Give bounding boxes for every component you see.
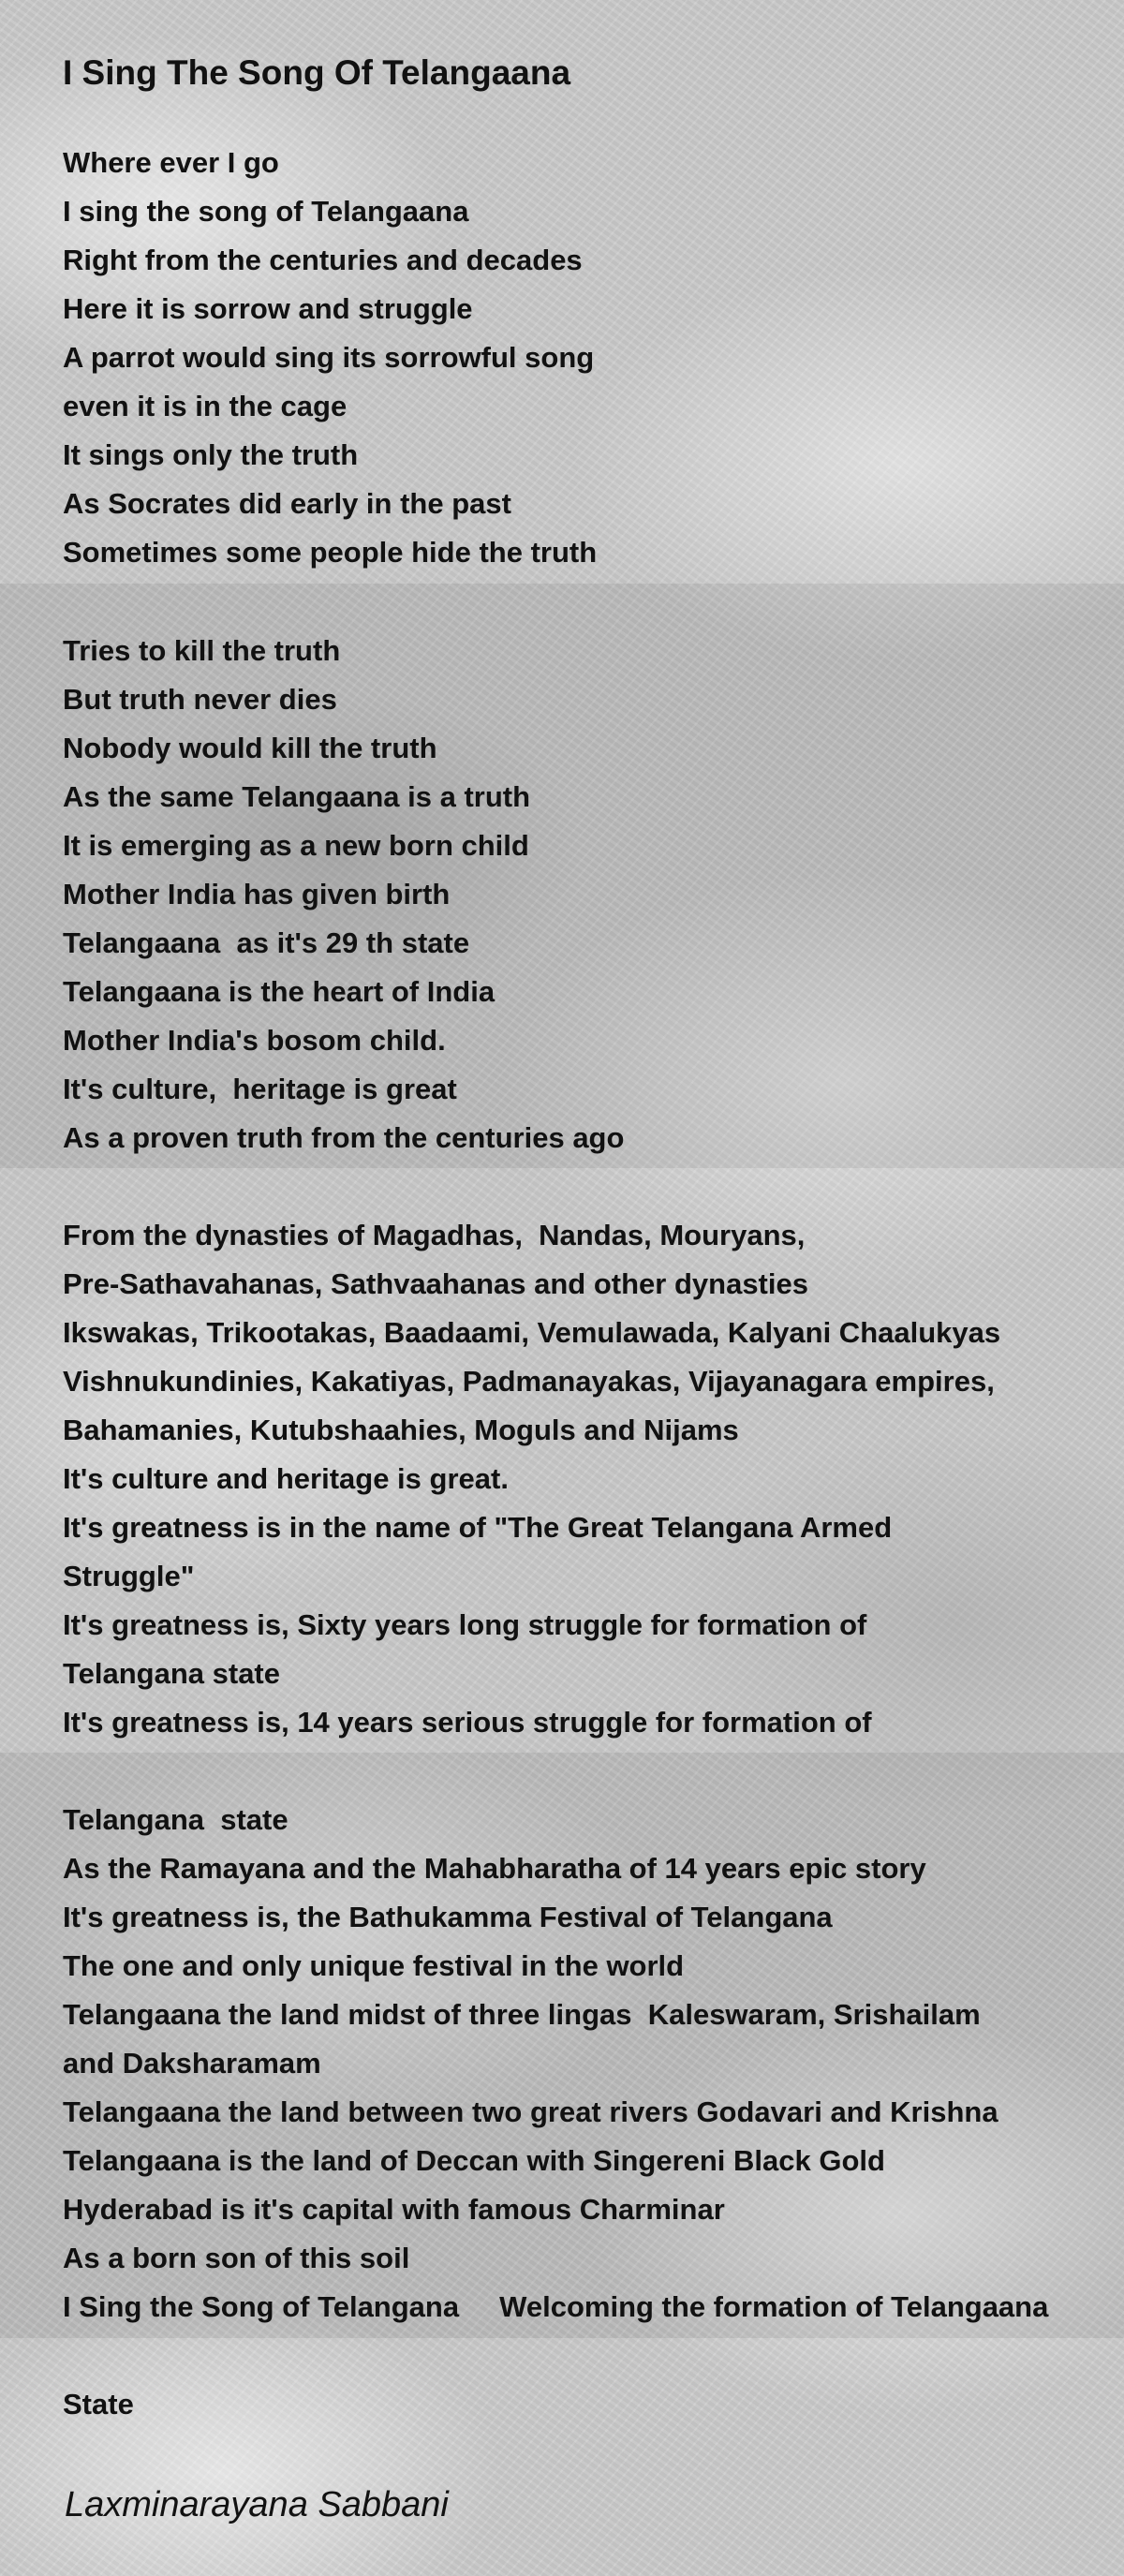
- poem-line: I Sing the Song of Telangana Welcoming the formation of Telangaana: [63, 2290, 1049, 2323]
- poem-line: Vishnukundinies, Kakatiyas, Padmanayakas, Vijayanagara empires,: [63, 1365, 995, 1398]
- poem-line: Where ever I go: [63, 146, 279, 179]
- poem-line: Bahamanies, Kutubshaahies, Moguls and Nijams: [63, 1414, 739, 1446]
- poem-line: Telangaana is the land of Deccan with Singereni Black Gold: [63, 2144, 885, 2177]
- poem-line: As a proven truth from the centuries ago: [63, 1121, 625, 1154]
- poem-line: Struggle": [63, 1560, 195, 1592]
- poem-line: It's greatness is, 14 years serious struggle for formation of: [63, 1706, 872, 1739]
- poem-line: Telangana state: [63, 1803, 288, 1836]
- poem-line: Telangaana the land midst of three lingas Kaleswaram, Srishailam: [63, 1998, 981, 2031]
- poem-title: I Sing The Song Of Telangaana: [63, 53, 571, 92]
- poem-line: Telangaana as it's 29 th state: [63, 926, 470, 959]
- poem-line: It's culture and heritage is great.: [63, 1462, 509, 1495]
- poem-line: Telangaana the land between two great rivers Godavari and Krishna: [63, 2095, 998, 2128]
- poem-line: State: [63, 2388, 134, 2421]
- poem-line: Hyderabad is it's capital with famous Charminar: [63, 2193, 725, 2226]
- poem-line: Ikswakas, Trikootakas, Baadaami, Vemulawada, Kalyani Chaalukyas: [63, 1316, 1001, 1349]
- poem-line: Sometimes some people hide the truth: [63, 536, 598, 569]
- stanza-1: [63, 139, 597, 577]
- poem-line: and Daksharamam: [63, 2047, 321, 2080]
- poem-author: Laxminarayana Sabbani: [65, 2485, 449, 2524]
- stanza-4: [63, 1796, 1048, 2332]
- poem-line: As a born son of this soil: [63, 2242, 410, 2274]
- poem-line: As the Ramayana and the Mahabharatha of 14 years epic story: [63, 1852, 926, 1885]
- poem-line: It sings only the truth: [63, 438, 359, 471]
- poem-line: It's greatness is, Sixty years long struggle for formation of: [63, 1608, 867, 1641]
- poem-line: I sing the song of Telangaana: [63, 195, 469, 228]
- poem-line: Nobody would kill the truth: [63, 732, 437, 764]
- poem-line: The one and only unique festival in the world: [63, 1949, 685, 1982]
- background-band: [0, 2338, 1124, 2576]
- stanza-3: [63, 1211, 1000, 1747]
- poem-line: It is emerging as a new born child: [63, 829, 529, 862]
- stanza-5: [63, 2380, 134, 2429]
- poem-line: It's culture, heritage is great: [63, 1073, 457, 1105]
- poem-line: Pre-Sathavahanas, Sathvaahanas and other dynasties: [63, 1267, 808, 1300]
- poem-line: Mother India's bosom child.: [63, 1024, 446, 1057]
- poem-line: It's greatness is, the Bathukamma Festival of Telangana: [63, 1901, 833, 1933]
- poem-line: It's greatness is in the name of "The Great Telangana Armed: [63, 1511, 893, 1544]
- poem-line: Here it is sorrow and struggle: [63, 292, 473, 325]
- poem-line: even it is in the cage: [63, 390, 348, 422]
- poem-line: As the same Telangaana is a truth: [63, 780, 531, 813]
- poem-line: Right from the centuries and decades: [63, 244, 583, 276]
- stanza-2: [63, 627, 624, 1162]
- poem-line: A parrot would sing its sorrowful song: [63, 341, 595, 374]
- poem-line: Tries to kill the truth: [63, 634, 341, 667]
- poem-line: Telangaana is the heart of India: [63, 975, 495, 1008]
- poem-line: From the dynasties of Magadhas, Nandas, Mouryans,: [63, 1219, 806, 1251]
- poem-line: But truth never dies: [63, 683, 337, 716]
- poem-line: As Socrates did early in the past: [63, 487, 511, 520]
- poem-line: Telangana state: [63, 1657, 281, 1690]
- poem-line: Mother India has given birth: [63, 878, 451, 910]
